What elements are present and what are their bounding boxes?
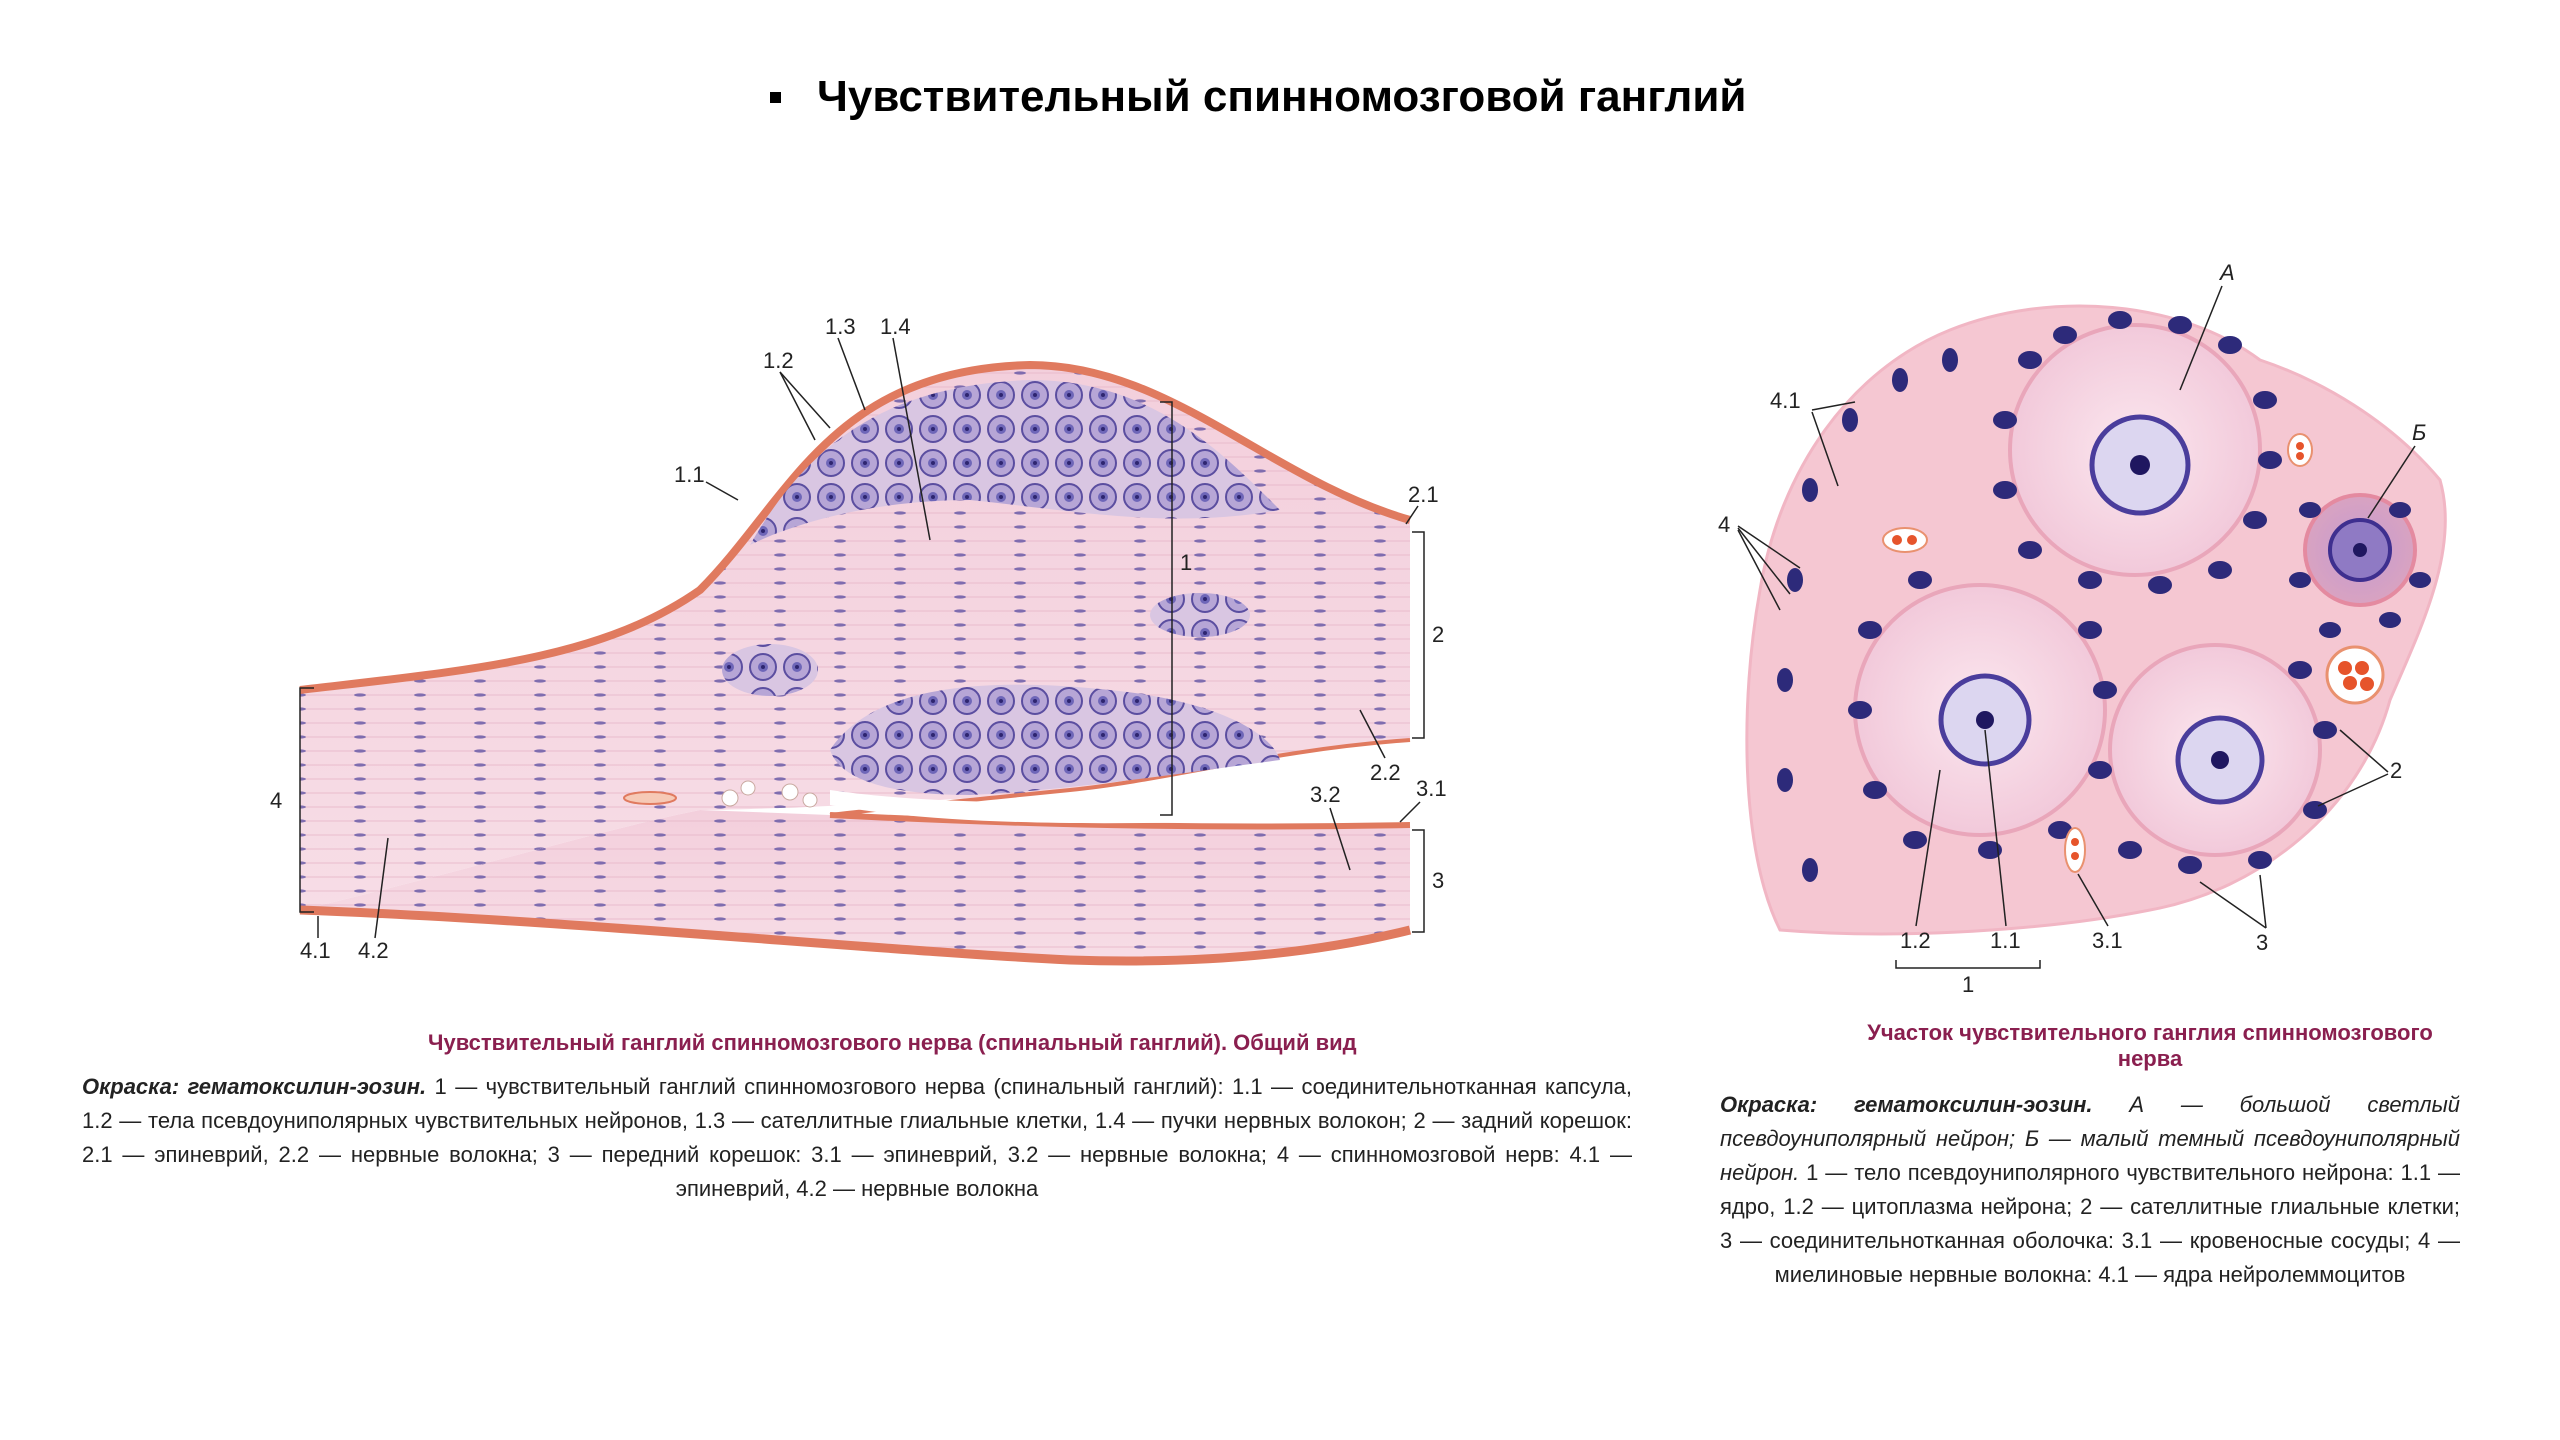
right-legend-text: 1 — тело псевдоуниполярного чувствительного нейрона: 1.1 — ядро, 1.2 — цитоплазма нейрона; 2 — сателлитные глиальные клетки; 3 — соединительнотканная оболочка: 3.1 — кровеносные сосуды; 4 — миелиновые нервные волокна: 4.1 — ядра нейролеммоцитов (1720, 1160, 2460, 1287)
label-1-3: 1.3 (825, 314, 856, 339)
label-4-2: 4.2 (358, 938, 389, 963)
label-1-2-right: 1.2 (1900, 928, 1931, 953)
right-stain: Окраска: гематоксилин-эозин. (1720, 1092, 2093, 1117)
right-legend-italic: А — большой светлый псевдоуниполярный нейрон; Б — малый темный псевдоуниполярный нейрон. (1720, 1092, 2461, 1185)
label-4-1-right: 4.1 (1770, 388, 1801, 413)
label-1-right: 1 (1962, 972, 1975, 997)
label-4-right: 4 (1718, 512, 1731, 537)
label-3-right: 3 (2256, 930, 2269, 955)
label-2: 2 (1432, 622, 1445, 647)
left-figure-title: Чувствительный ганглий спинномозгового нерва (спинальный ганглий). Общий вид (428, 1030, 1357, 1055)
label-1-2: 1.2 (763, 348, 794, 373)
label-1: 1 (1180, 550, 1193, 575)
label-4: 4 (270, 788, 283, 813)
label-3-2: 3.2 (1310, 782, 1341, 807)
right-figure-title: Участок чувствительного ганглия спинномозгового нерва (1867, 1020, 2433, 1071)
label-a: А (2220, 260, 2235, 285)
label-2-1: 2.1 (1408, 482, 1439, 507)
page-title-text: Чувствительный спинномозговой ганглий (817, 72, 1747, 121)
label-b: Б (2412, 420, 2427, 445)
label-1-1-right: 1.1 (1990, 928, 2021, 953)
label-1-1: 1.1 (674, 462, 705, 487)
label-1-4: 1.4 (880, 314, 911, 339)
neuron-c (1855, 585, 2105, 835)
right-figure-legend (1720, 1088, 2460, 1292)
label-2-2: 2.2 (1370, 760, 1401, 785)
label-4-1: 4.1 (300, 938, 331, 963)
bullet-icon (770, 92, 781, 103)
ganglion-overview-illustration (270, 310, 1447, 1010)
left-figure-legend (82, 1070, 1632, 1206)
label-3-1: 3.1 (1416, 776, 1447, 801)
label-3: 3 (1432, 868, 1445, 893)
page-title (770, 72, 1746, 122)
label-2-right: 2 (2390, 758, 2403, 783)
left-legend-text: 1 — чувствительный ганглий спинномозгового нерва (спинальный ганглий): 1.1 — соединительнотканная капсула, 1.2 — тела псевдоуниполярных чувствительных нейронов, 1.3 — сателлитные глиальные клетки, 1.4 — пучки нервных волокон; 2 — задний корешок: 2.1 — эпиневрий, 2.2 — нервные волокна; 3 — передний корешок: 3.1 — эпиневрий, 3.2 — нервные волокна; 4 — спинномозговой нерв: 4.1 — эпиневрий, 4.2 — нервные волокна (82, 1074, 1633, 1201)
label-3-1-right: 3.1 (2092, 928, 2123, 953)
ganglion-detail-illustration (1700, 250, 2460, 1010)
left-stain: Окраска: гематоксилин-эозин. (82, 1074, 427, 1099)
neuron-a (2010, 325, 2260, 575)
neuron-d (2110, 645, 2320, 855)
